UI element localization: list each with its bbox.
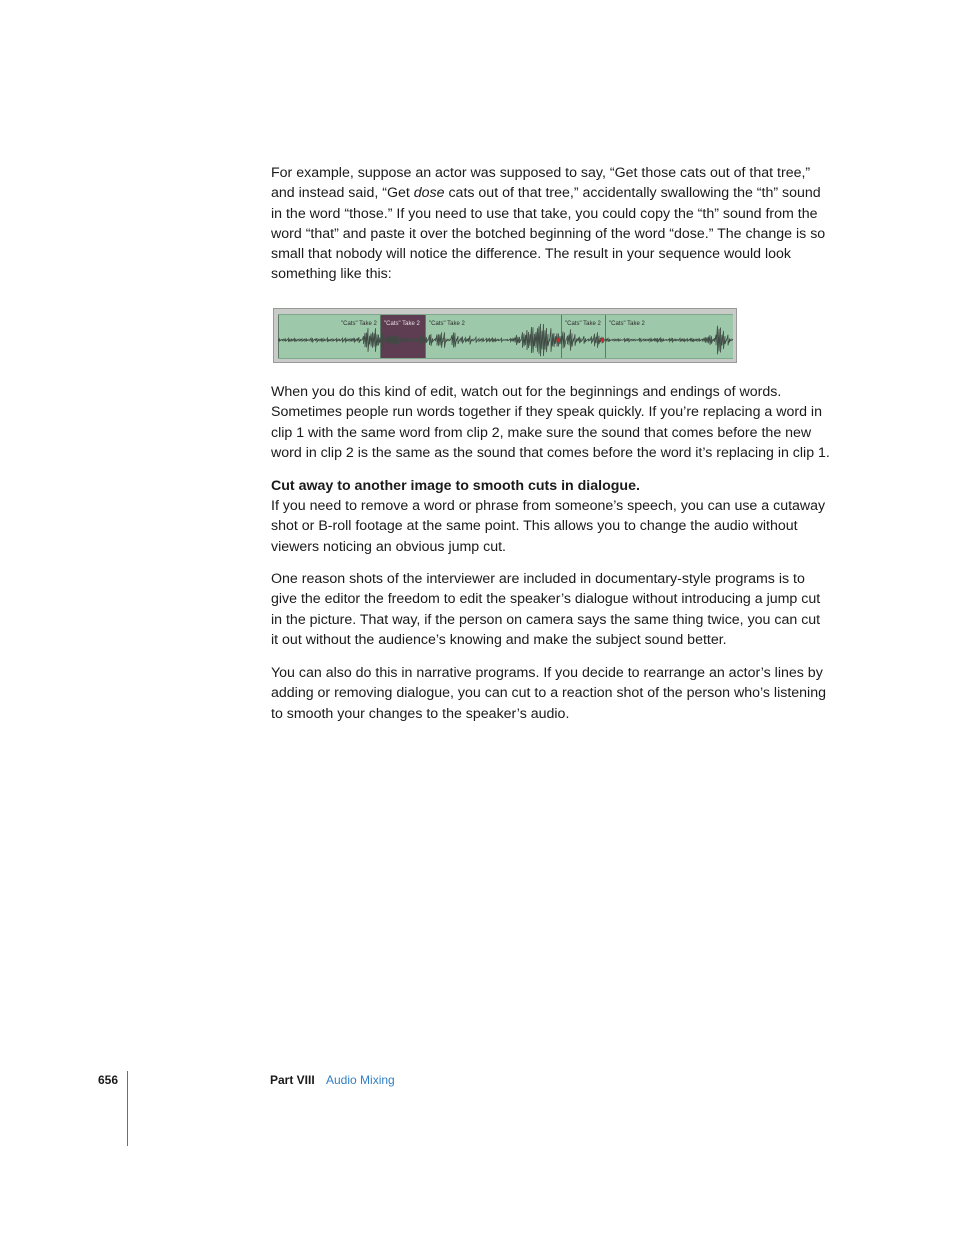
paragraph-narrative: You can also do this in narrative programs. If you decide to rearrange an actor’s lines by adding or removing dialogue, you can cut to a reaction shot of the person who’s listening to smooth your changes to the speaker’s audio. (271, 665, 826, 722)
timeline-figure (273, 308, 737, 363)
paragraph-cutaway: If you need to remove a word or phrase from someone’s speech, you can use a cutaway shot or B-roll footage at the same point. This allows you to change the audio without viewers noticing an obvious jump cut. (271, 498, 826, 555)
footer-rule (127, 1071, 128, 1146)
waveform-path (278, 324, 733, 356)
paragraph-interviewer: One reason shots of the interviewer are included in documentary-style programs is to give the editor the freedom to edit the speaker’s dialogue without introducing a jump cut in the picture. That way, if the person on camera says the same thing twice, you can cut it out without the audience’s knowing and make the subject sound better. (271, 571, 821, 648)
footer-part: Part VIII (270, 1073, 315, 1087)
page-number: 656 (98, 1073, 119, 1087)
clip-label: "Cats" Take 2 (429, 321, 465, 327)
paragraph-edit-tips: When you do this kind of edit, watch out for the beginnings and endings of words. Sometimes people run words together if they speak quickly. If you’re replacing a word in clip 1 with the same word from clip 2, make sure the sound that comes before the new word in clip 2 is the same as the sound that comes before the word it’s replacing in clip 1. (271, 384, 830, 461)
p1-text-a: For example, suppose an actor was supposed to say, “Get those cats out of that tree,” and instead said, “Get (271, 165, 811, 202)
clip-label: "Cats" Take 2 (341, 321, 377, 327)
paragraph-intro (271, 163, 831, 285)
section-heading: Cut away to another image to smooth cuts in dialogue. (271, 478, 640, 494)
waveform (278, 315, 733, 358)
clip-label: "Cats" Take 2 (609, 321, 645, 327)
clip-label: "Cats" Take 2 (565, 321, 601, 327)
footer-chapter-link[interactable]: Audio Mixing (326, 1073, 395, 1087)
p1-emphasis: dose (413, 185, 445, 202)
clip-label: "Cats" Take 2 (384, 321, 420, 327)
p1-text-b: cats out of that tree,” accidentally swallowing the “th” sound in the word “those.” If you need to use that take, you could copy the “th” sound from the word “that” and paste it over the botched beginning of the word “dose.” The change is so small that nobody will notice the difference. The result in your sequence would look something like this: (271, 185, 826, 283)
audio-track (278, 314, 733, 359)
